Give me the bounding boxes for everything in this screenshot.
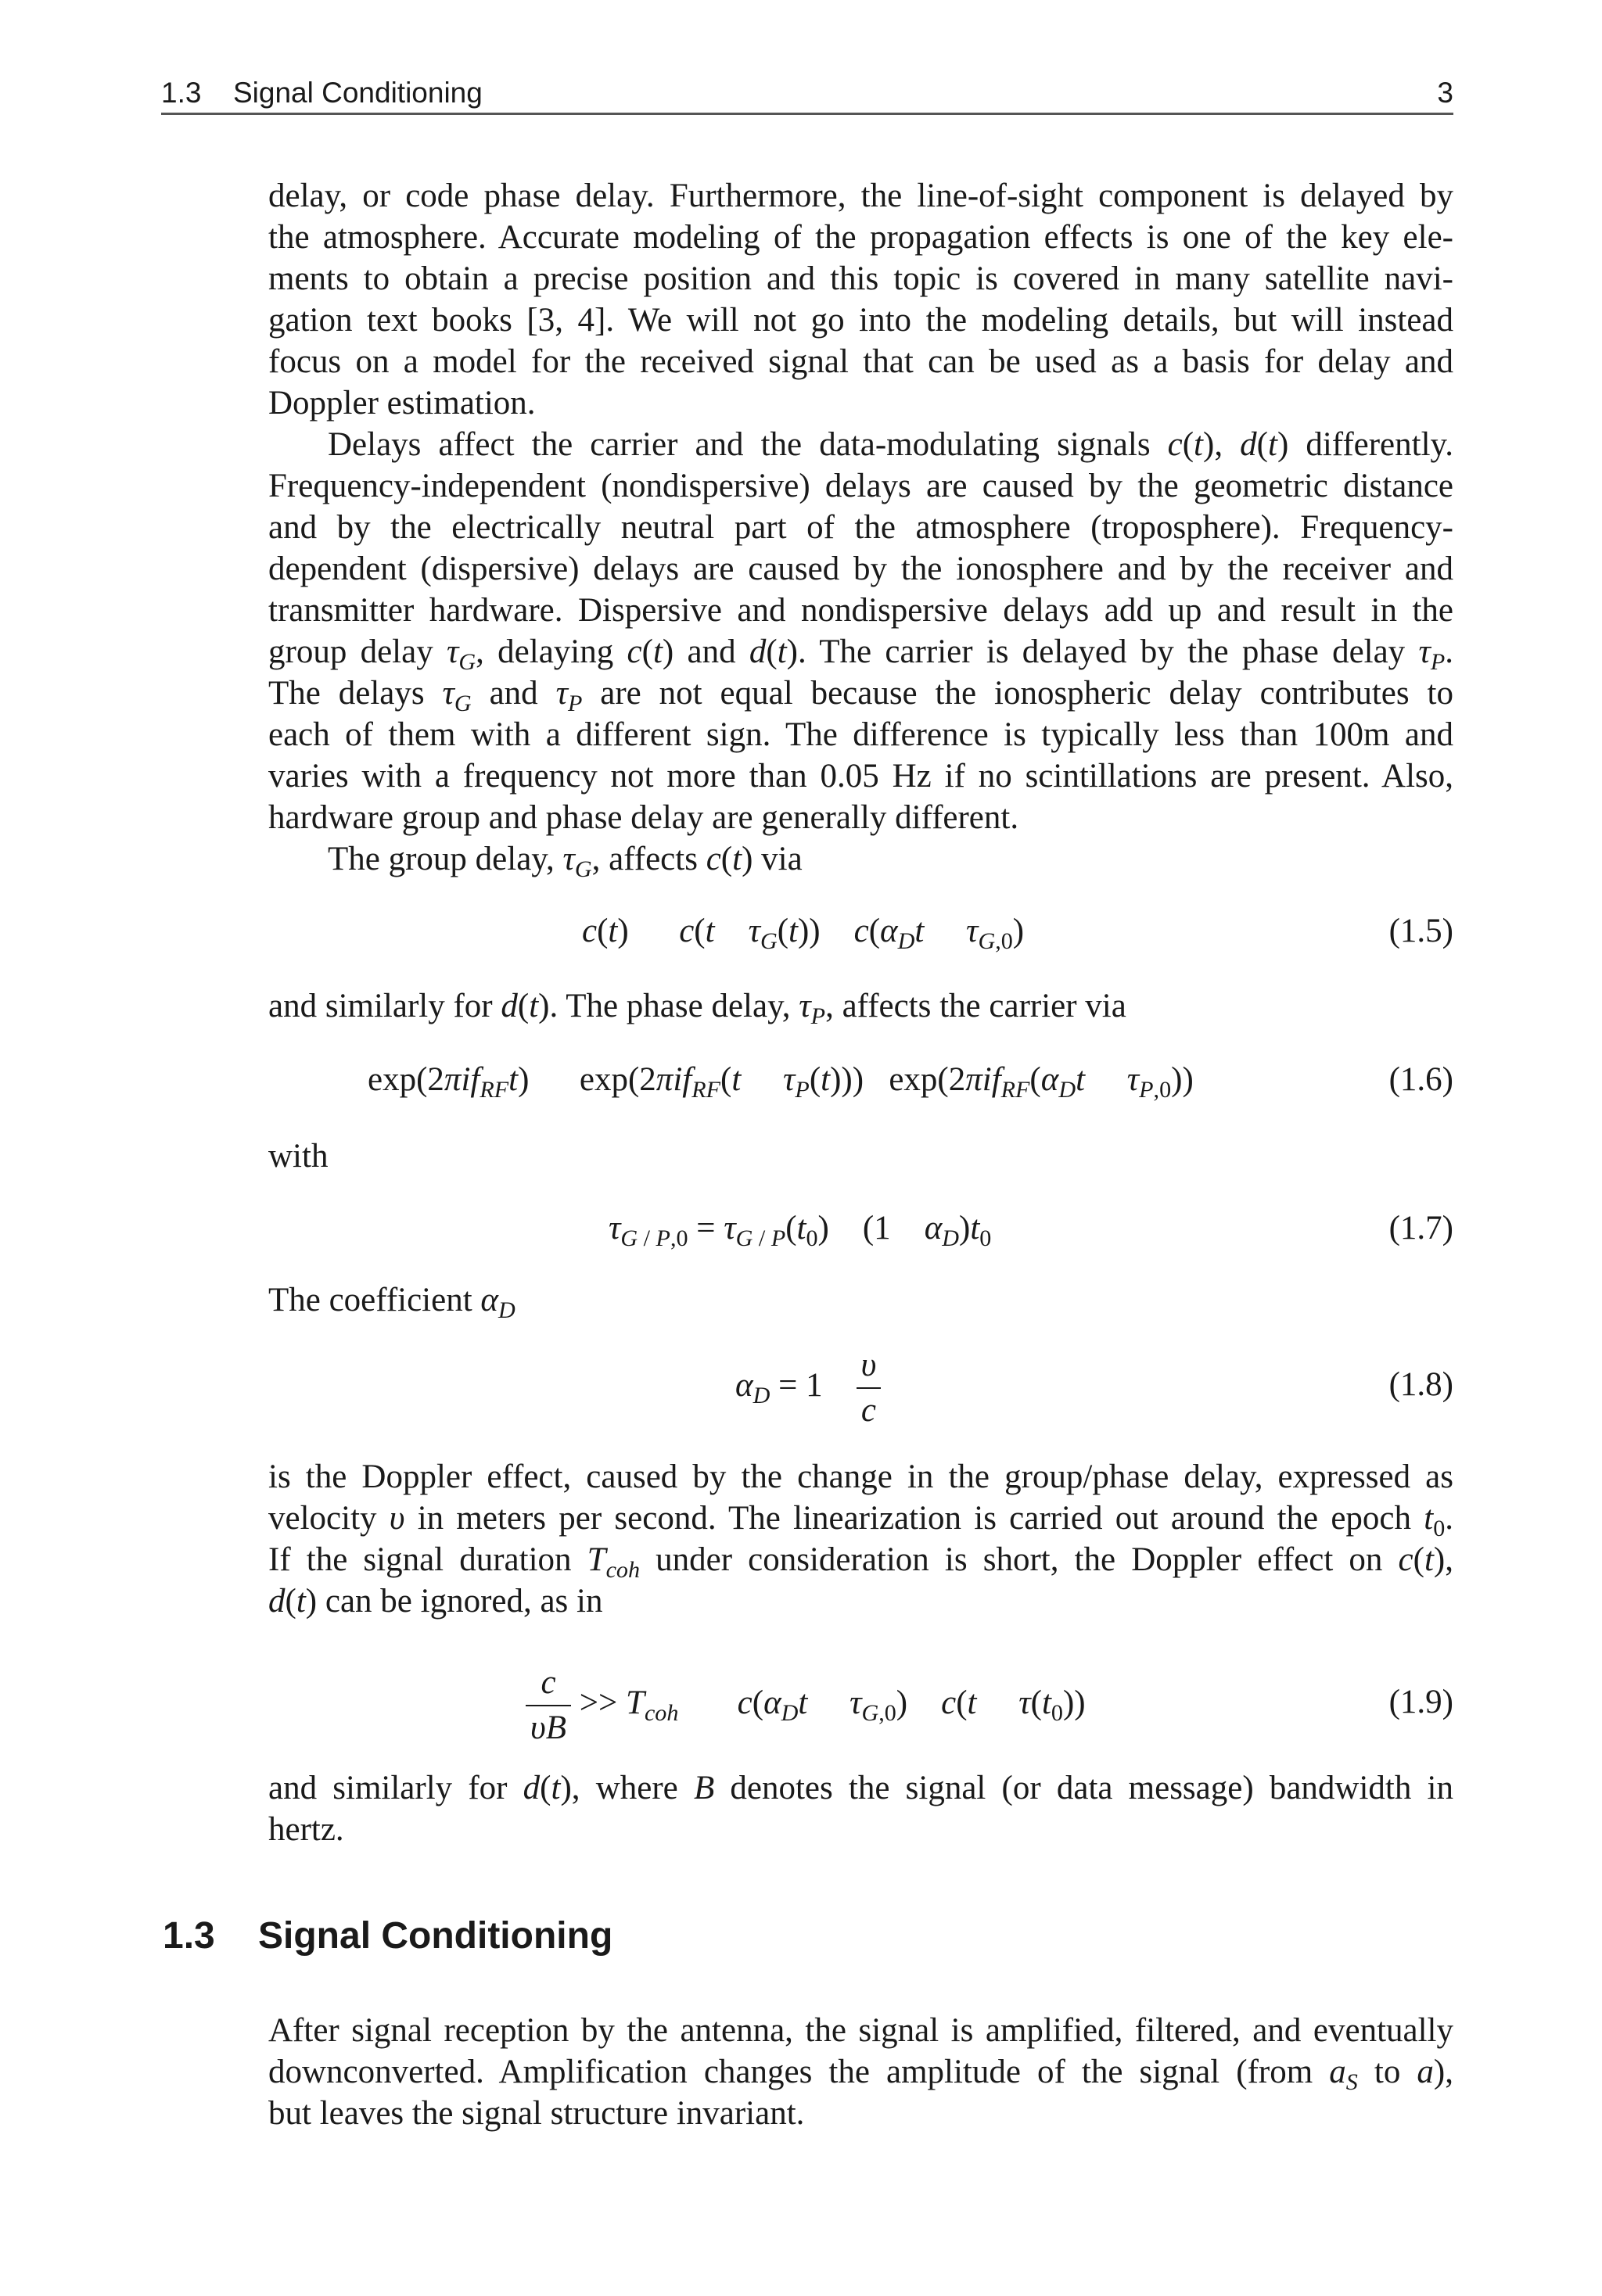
paragraph-8 xyxy=(268,1767,1453,1850)
page-number: 3 xyxy=(1437,77,1453,109)
text-line: and similarly for d(t), where B denotes the signal (or data message) bandwidth in xyxy=(268,1770,1454,1806)
equation-1-9: $\frac{c}{\upsilon B}$ >> $T_{coh}$ $c(\alpha_Dt$ $\tau_{G,0}$) c(t $\tau(t_0)$) xyxy=(526,1661,1086,1750)
section-heading xyxy=(163,1914,612,1957)
text-line: d(t) can be ignored, as in xyxy=(268,1583,603,1620)
section-title: Signal Conditioning xyxy=(258,1915,613,1957)
equation-number: (1.9) xyxy=(1388,1684,1453,1720)
equation-number: (1.7) xyxy=(1388,1210,1453,1247)
text-line: ments to obtain a precise position and this topic is covered in many satellite navi- xyxy=(268,260,1453,297)
text-line: is the Doppler effect, caused by the change in the group/phase delay, expressed as xyxy=(268,1458,1453,1495)
text-line: with xyxy=(268,1138,329,1175)
paragraph-4 xyxy=(268,985,1453,1030)
text-line: delay, or code phase delay. Furthermore, the line-of-sight component is delayed by xyxy=(268,178,1453,214)
text-line: and similarly for d(t). The phase delay, $\tau_P$, affects the carrier via xyxy=(268,988,1126,1030)
equation-1-8: $\alpha_D = 1$ $\frac{\upsilon}{c}$ xyxy=(735,1344,881,1433)
text-line: but leaves the signal structure invariant. xyxy=(268,2095,805,2132)
text-line: The coefficient $\alpha_D$ xyxy=(268,1282,515,1324)
text-line: and by the electrically neutral part of the atmosphere (troposphere). Frequency- xyxy=(268,509,1453,546)
equation-number: (1.6) xyxy=(1388,1061,1453,1098)
text-line: velocity υ in meters per second. The linearization is carried out around the epoch $t_0$. xyxy=(268,1500,1453,1542)
paragraph-7 xyxy=(268,1456,1453,1622)
equation-number: (1.5) xyxy=(1388,913,1453,949)
text-line: The delays $\tau_G$ and $\tau_P$ are not equal because the ionospheric delay contributes to xyxy=(268,675,1453,717)
text-line: Delays affect the carrier and the data-modulating signals c(t), d(t) differently. xyxy=(328,426,1453,463)
text-line: group delay $\tau_G$, delaying c(t) and d(t). The carrier is delayed by the phase delay $\tau_P$. xyxy=(268,633,1453,676)
text-line: hardware group and phase delay are generally different. xyxy=(268,799,1019,836)
text-line: dependent (dispersive) delays are caused by the ionosphere and by the receiver and xyxy=(268,551,1453,587)
paragraph-6 xyxy=(268,1279,1453,1324)
equation-1-6: exp(2πif$_{RF}$t) exp(2πif$_{RF}$(t $\tau_P(t)$)) $\exp(2\pi if_{RF}(\alpha_Dt$ $\tau_{P,0}$)) xyxy=(368,1061,1194,1103)
paragraph-2 xyxy=(268,424,1453,838)
text-line: Doppler estimation. xyxy=(268,385,536,422)
equation-number: (1.8) xyxy=(1388,1366,1453,1403)
text-line: The group delay, $\tau_G$, affects c(t) via xyxy=(328,841,803,883)
text-line: the atmosphere. Accurate modeling of the propagation effects is one of the key ele- xyxy=(268,219,1453,256)
text-line: hertz. xyxy=(268,1811,344,1848)
paragraph-5 xyxy=(268,1135,1453,1177)
header-section-number: 1.3 xyxy=(161,77,202,109)
text-line: If the signal duration $T_{coh}$ under consideration is short, the Doppler effect on c(t), xyxy=(268,1541,1453,1584)
running-header xyxy=(161,75,1453,115)
header-section-title: Signal Conditioning xyxy=(233,77,483,109)
text-line: varies with a frequency not more than 0.05 Hz if no scintillations are present. Also, xyxy=(268,758,1453,795)
text-line: Frequency-independent (nondispersive) delays are caused by the geometric distance xyxy=(268,468,1453,504)
text-line: gation text books [3, 4]. We will not go into the modeling details, but will instead xyxy=(268,302,1453,339)
text-line: After signal reception by the antenna, the signal is amplified, filtered, and eventually xyxy=(268,2012,1453,2049)
equation-1-7: $\tau_{G / P,0} = \tau_{G / P}(t_0)$ (1 $\alpha_D)t_0$ xyxy=(609,1210,992,1252)
paragraph-3 xyxy=(268,838,1513,883)
equation-1-5: c(t) c(t $\tau_G(t)$) $c(\alpha_Dt$ $\tau_{G,0}$) xyxy=(582,913,1025,955)
text-line: transmitter hardware. Dispersive and nondispersive delays add up and result in the xyxy=(268,592,1453,629)
paragraph-1 xyxy=(268,175,1453,424)
text-line: each of them with a different sign. The difference is typically less than 100m and xyxy=(268,716,1453,753)
paragraph-9 xyxy=(268,2010,1453,2134)
text-line: focus on a model for the received signal that can be used as a basis for delay and xyxy=(268,343,1453,380)
section-number: 1.3 xyxy=(163,1915,215,1957)
text-line: downconverted. Amplification changes the amplitude of the signal (from $a_S$ to a), xyxy=(268,2054,1453,2096)
